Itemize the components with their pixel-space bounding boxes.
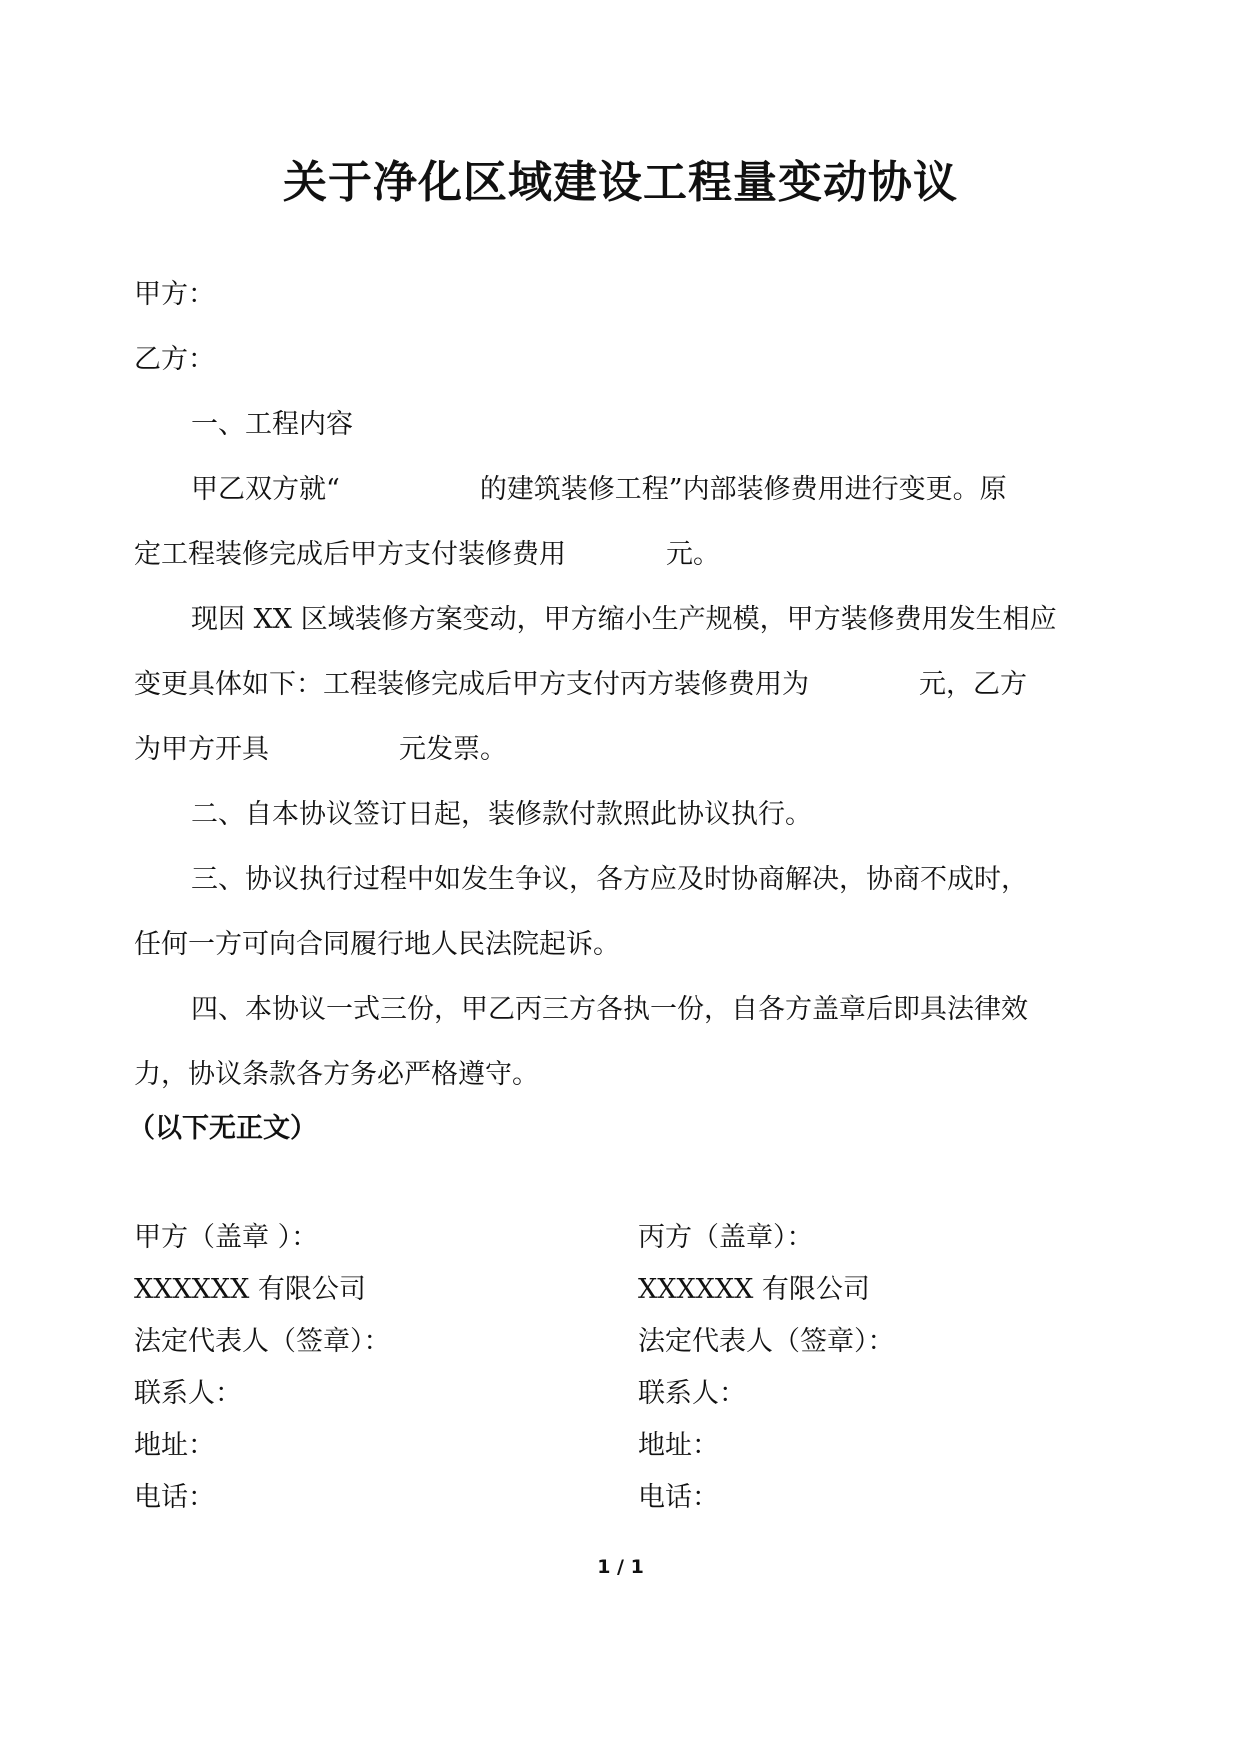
address-label: 地址： — [638, 1430, 719, 1461]
contact-label: 联系人： — [134, 1378, 242, 1409]
address-label: 地址： — [134, 1430, 215, 1461]
section1-heading: 一、工程内容 — [191, 409, 353, 440]
end-of-text-note: （以下无正文） — [128, 1113, 317, 1144]
party-b-line: 乙方： — [134, 344, 215, 375]
section3-line1: 三、协议执行过程中如发生争议，各方应及时协商解决，协商不成时， — [191, 864, 1028, 895]
phone-label: 电话： — [638, 1482, 719, 1513]
legal-representative-label: 法定代表人（签章）： — [134, 1326, 391, 1357]
company-name: XXXXXX 有限公司 — [134, 1274, 366, 1305]
legal-representative-label: 法定代表人（签章）： — [638, 1326, 895, 1357]
party-a-line: 甲方： — [134, 279, 215, 310]
signature-block-party-c — [638, 1212, 895, 1524]
seal-label: 甲方（盖章 ）： — [134, 1222, 319, 1253]
document-body — [134, 262, 1110, 1107]
section1-paragraph1-line2 — [134, 522, 1110, 587]
text-segment: 元发票。 — [399, 734, 507, 765]
section2-paragraph: 二、自本协议签订日起，装修款付款照此协议执行。 — [191, 799, 812, 830]
company-name: XXXXXX 有限公司 — [638, 1274, 870, 1305]
phone-label: 电话： — [134, 1482, 215, 1513]
text-segment: 元，乙方 — [919, 669, 1027, 700]
text-segment: 甲乙双方就“ — [191, 474, 340, 505]
document-title: 关于净化区域建设工程量变动协议 — [283, 157, 958, 208]
section4-line2: 力，协议条款各方务必严格遵守。 — [134, 1059, 539, 1090]
text-segment: 定工程装修完成后甲方支付装修费用 — [134, 539, 566, 570]
page-number: 1 / 1 — [597, 1556, 644, 1578]
section1-paragraph2-line2 — [134, 652, 1110, 717]
text-segment: 为甲方开具 — [134, 734, 269, 765]
section1-paragraph2-line1: 现因 XX 区域装修方案变动，甲方缩小生产规模，甲方装修费用发生相应 — [191, 604, 1057, 635]
contact-label: 联系人： — [638, 1378, 746, 1409]
signature-block-party-a — [134, 1212, 391, 1524]
text-segment: 变更具体如下：工程装修完成后甲方支付丙方装修费用为 — [134, 669, 809, 700]
seal-label: 丙方（盖章）： — [638, 1222, 814, 1253]
text-segment: 元。 — [666, 539, 720, 570]
section1-paragraph1-line1 — [134, 457, 1110, 522]
text-segment: 的建筑装修工程”内部装修费用进行变更。原 — [479, 474, 1007, 505]
section1-paragraph2-line3 — [134, 717, 1110, 782]
section4-line1: 四、本协议一式三份，甲乙丙三方各执一份，自各方盖章后即具法律效 — [191, 994, 1028, 1025]
section3-line2: 任何一方可向合同履行地人民法院起诉。 — [134, 929, 620, 960]
